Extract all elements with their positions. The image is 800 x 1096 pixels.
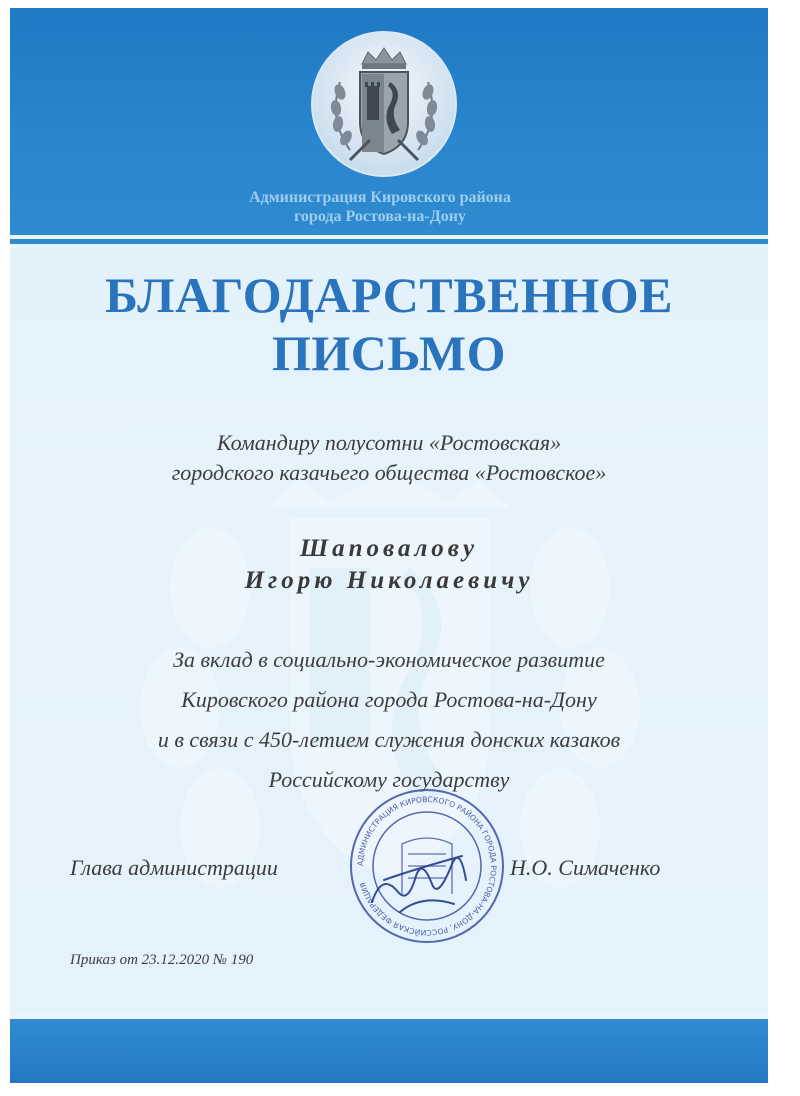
award-reason-line: За вклад в социально-экономическое развитие bbox=[173, 647, 605, 672]
official-stamp-icon bbox=[342, 784, 512, 949]
administration-line: города Ростова-на-Дону bbox=[294, 208, 466, 225]
page-title bbox=[10, 266, 768, 382]
award-reason-line: Кировского района города Ростова-на-Дону bbox=[181, 687, 597, 712]
title-line: ПИСЬМО bbox=[271, 325, 507, 381]
award-reason bbox=[10, 640, 768, 800]
signer-title: Глава администрации bbox=[70, 855, 278, 880]
recipient-name bbox=[10, 533, 768, 597]
signer-name: Н.О. Симаченко bbox=[510, 855, 661, 880]
recipient-given-names: Игорю Николаевичу bbox=[244, 567, 534, 594]
award-reason-line: Российскому государству bbox=[268, 767, 510, 792]
coat-of-arms-icon bbox=[310, 30, 458, 178]
administration-line: Администрация Кировского района bbox=[249, 189, 511, 206]
order-reference: Приказ от 23.12.2020 № 190 bbox=[70, 952, 254, 968]
recipient-role-line: Командиру полусотни «Ростовская» bbox=[216, 430, 562, 455]
award-reason-line: и в связи с 450-летием служения донских казаков bbox=[157, 727, 621, 752]
footer-band bbox=[10, 1023, 768, 1083]
stamp-text: АДМИНИСТРАЦИЯ КИРОВСКОГО РАЙОНА ГОРОДА РОСТОВА-НА-ДОНУ, РОССИЙСКАЯ ФЕДЕРАЦИЯ bbox=[355, 794, 499, 938]
header-divider bbox=[10, 244, 768, 249]
administration-name bbox=[190, 188, 570, 226]
recipient-role bbox=[10, 428, 768, 488]
recipient-surname: Шаповалову bbox=[299, 535, 479, 562]
letter-sheet bbox=[10, 8, 768, 1083]
recipient-role-line: городского казачьего общества «Ростовское» bbox=[171, 460, 607, 485]
title-line: БЛАГОДАРСТВЕННОЕ bbox=[105, 267, 673, 323]
